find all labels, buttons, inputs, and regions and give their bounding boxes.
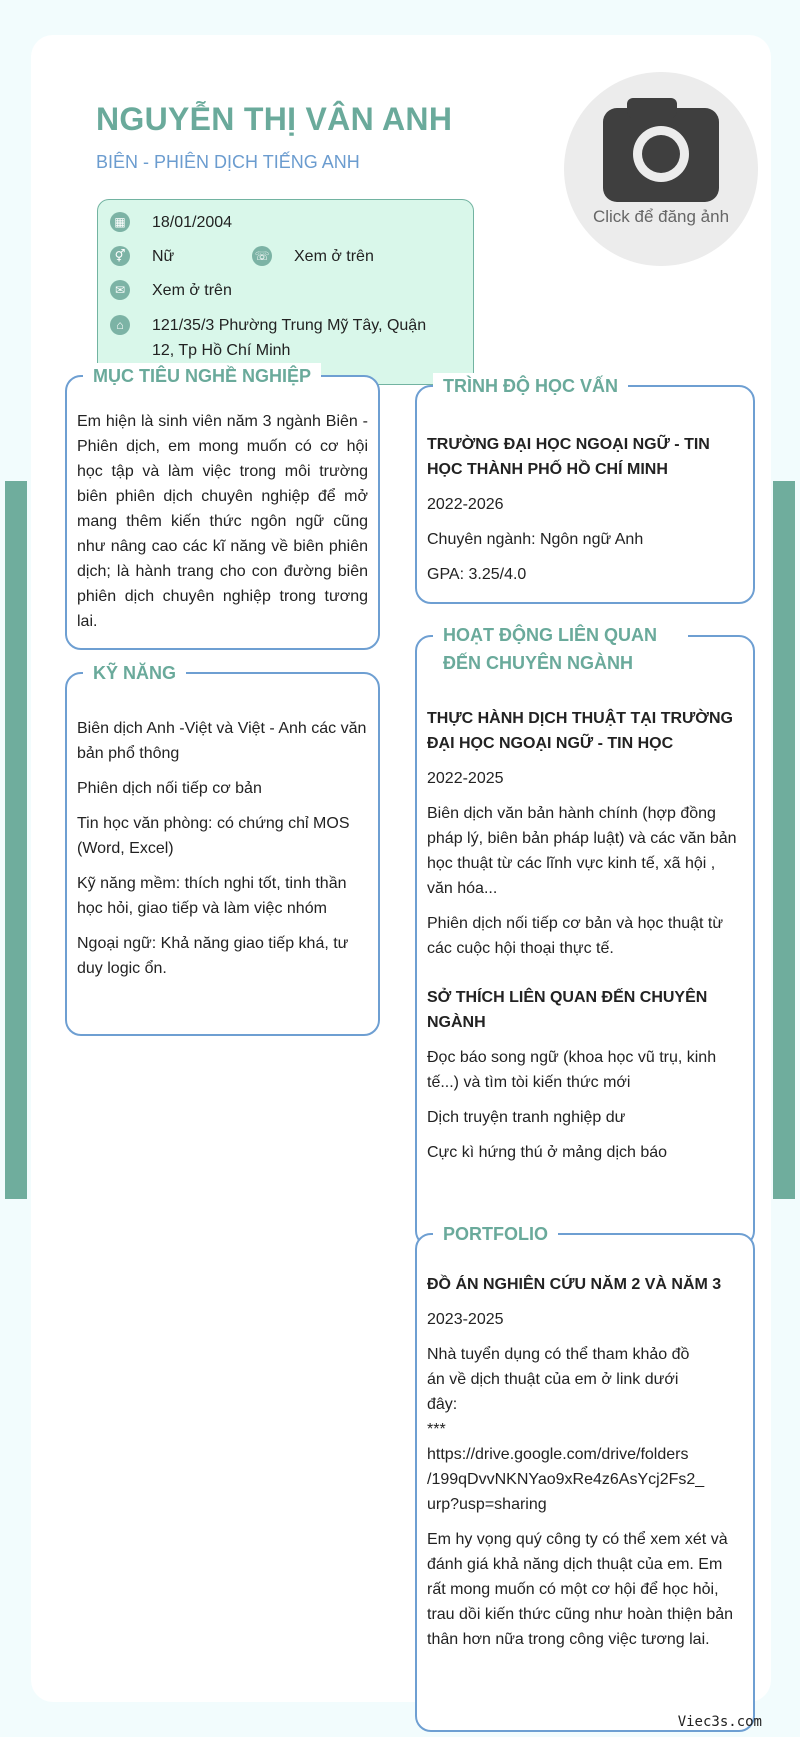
education-gpa: GPA: 3.25/4.0 — [427, 566, 527, 583]
education-body — [427, 432, 743, 597]
education-years: 2022-2026 — [427, 496, 504, 513]
watermark: Viec3s.com — [677, 1714, 762, 1730]
skill-item: Kỹ năng mềm: thích nghi tốt, tinh thần học hỏi, giao tiếp và làm việc nhóm — [77, 875, 347, 917]
activity-desc: Phiên dịch nối tiếp cơ bản và học thuật từ các cuộc hội thoại thực tế. — [427, 915, 724, 957]
camera-icon — [603, 98, 719, 202]
section-activities — [415, 625, 755, 1247]
photo-upload[interactable] — [564, 72, 758, 266]
portfolio-link[interactable]: https://drive.google.com/drive/folders /199qDvvNKNYao9xRe4z6AsYcj2Fs2_ urp?usp=sharing — [427, 1446, 705, 1513]
activities-body — [427, 706, 743, 1175]
candidate-name: NGUYỄN THỊ VÂN ANH — [96, 101, 453, 137]
portfolio-project: ĐỒ ÁN NGHIÊN CỨU NĂM 2 VÀ NĂM 3 — [427, 1276, 722, 1293]
section-skills — [65, 663, 380, 1036]
skills-title: KỸ NĂNG — [83, 660, 186, 686]
activity-years: 2022-2025 — [427, 770, 504, 787]
education-title: TRÌNH ĐỘ HỌC VẤN — [433, 373, 628, 399]
skill-item: Biên dịch Anh -Việt và Việt - Anh các văn bản phổ thông — [77, 720, 367, 762]
section-education — [415, 376, 755, 604]
education-school: TRƯỜNG ĐẠI HỌC NGOẠI NGỮ - TIN HỌC THÀNH PHỐ HỒ CHÍ MINH — [427, 436, 710, 478]
activity-desc: Biên dịch văn bản hành chính (hợp đồng pháp lý, biên bản pháp luật) và các văn bản học thuật từ các lĩnh vực kinh tế, xã hội , văn hóa... — [427, 805, 737, 897]
skill-item: Phiên dịch nối tiếp cơ bản — [77, 780, 262, 797]
hobby-item: Dịch truyện tranh nghiệp dư — [427, 1109, 626, 1126]
left-decor-band — [5, 481, 27, 1199]
section-objective — [65, 366, 380, 650]
candidate-position: BIÊN - PHIÊN DỊCH TIẾNG ANH — [96, 152, 360, 172]
right-decor-band — [773, 481, 795, 1199]
home-icon: ⌂ — [110, 315, 130, 335]
objective-title: MỤC TIÊU NGHỀ NGHIỆP — [83, 363, 321, 389]
calendar-icon: ▦ — [110, 212, 130, 232]
hobby-title: SỞ THÍCH LIÊN QUAN ĐẾN CHUYÊN NGÀNH — [427, 989, 708, 1031]
email-icon: ✉ — [110, 280, 130, 300]
education-major: Chuyên ngành: Ngôn ngữ Anh — [427, 531, 644, 548]
objective-text: Em hiện là sinh viên năm 3 ngành Biên - Phiên dịch, em mong muốn có cơ hội học tập và làm việc trong môi trường biên phiên dịch chuyên nghiệp để mở mang thêm kiến thức ngôn ngữ cũng như nâng cao các kĩ năng về biên phiên dịch; là hành trang cho con đường biên phiên dịch chuyên nghiệp trong tương lai. — [77, 413, 368, 630]
skill-item: Tin học văn phòng: có chứng chỉ MOS (Word, Excel) — [77, 815, 350, 857]
portfolio-body — [427, 1272, 743, 1662]
skill-item: Ngoại ngữ: Khả năng giao tiếp khá, tư duy logic ổn. — [77, 935, 349, 977]
skills-list — [77, 716, 368, 991]
photo-upload-label: Click để đăng ảnh — [592, 207, 730, 226]
section-portfolio — [415, 1224, 755, 1732]
portfolio-desc: Nhà tuyển dụng có thể tham khảo đồ án về dịch thuật của em ở link dưới đây: *** — [427, 1346, 690, 1438]
cv-paper — [31, 35, 771, 1702]
portfolio-closing: Em hy vọng quý công ty có thể xem xét và đánh giá khả năng dịch thuật của em. Em rất mong muốn có một cơ hội để học hỏi, trau dồi kiến thức cũng như hoàn thiện bản thân hơn nữa trong công việc tương lai. — [427, 1531, 734, 1648]
activities-title: HOẠT ĐỘNG LIÊN QUAN ĐẾN CHUYÊN NGÀNH — [433, 621, 688, 677]
phone-icon: ☏ — [252, 246, 272, 266]
activity-org: THỰC HÀNH DỊCH THUẬT TẠI TRƯỜNG ĐẠI HỌC NGOẠI NGỮ - TIN HỌC — [427, 710, 733, 752]
objective-body — [77, 409, 368, 644]
portfolio-years: 2023-2025 — [427, 1311, 504, 1328]
hobby-item: Đọc báo song ngữ (khoa học vũ trụ, kinh tế...) và tìm tòi kiến thức mới — [427, 1049, 717, 1091]
portfolio-title: PORTFOLIO — [433, 1221, 558, 1247]
hobby-item: Cực kì hứng thú ở mảng dịch báo — [427, 1144, 668, 1161]
contact-info-box: ▦ 18/01/2004 ⚥ Nữ ☏ Xem ở trên ✉ Xem ở trên ⌂ 121/35/3 Phường Trung Mỹ Tây, Quận 12, Tp Hồ Chí Minh — [97, 199, 474, 385]
gender-icon: ⚥ — [110, 246, 130, 266]
